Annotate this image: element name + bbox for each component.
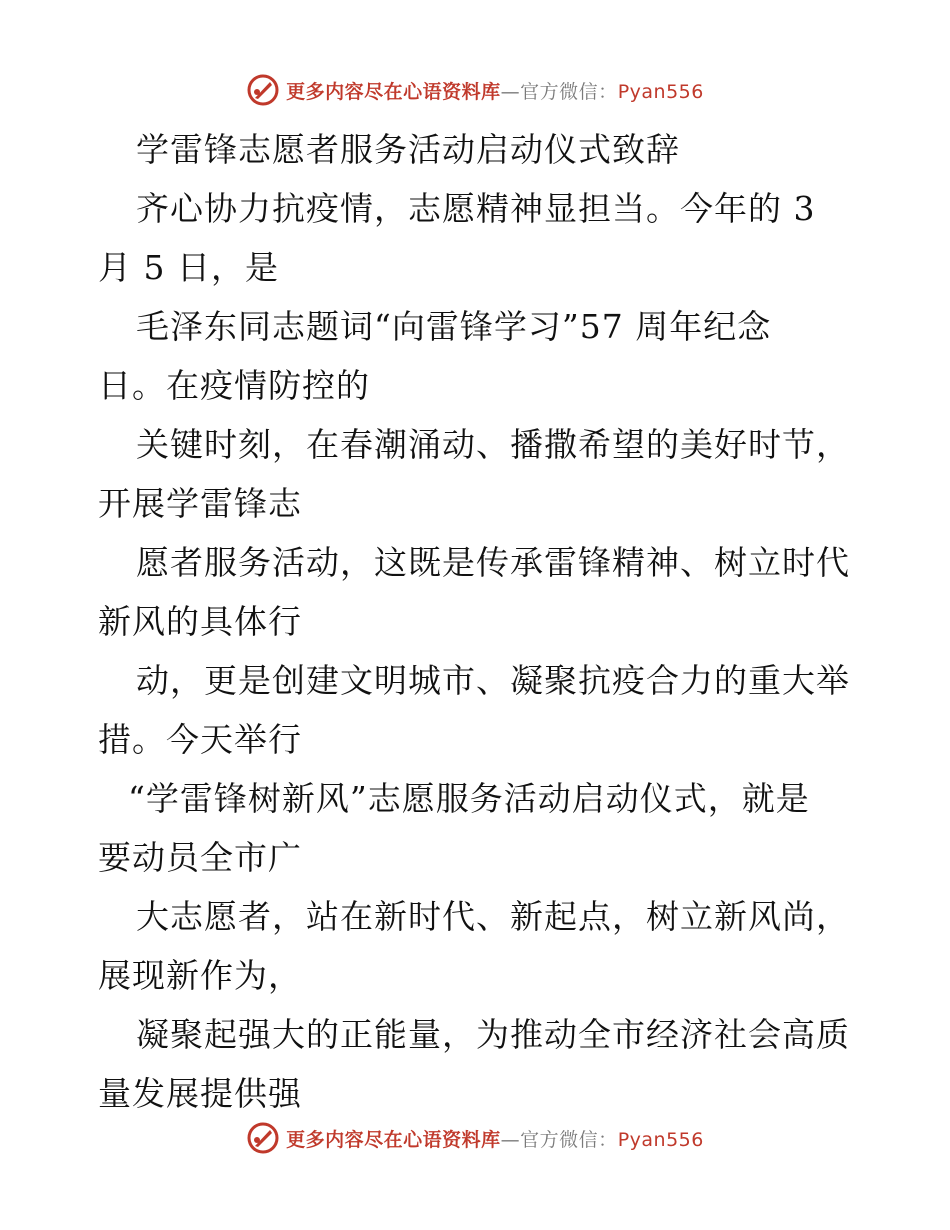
watermark-wechat-id: Pyan556 — [617, 1128, 704, 1151]
text-line: 大志愿者，站在新时代、新起点，树立新风尚， — [136, 897, 850, 936]
watermark-main: 更多内容尽在心语资料库 — [286, 1128, 501, 1151]
header-watermark — [0, 70, 950, 110]
watermark-wechat-label: 官方微信： — [520, 80, 618, 103]
quill-logo-icon — [246, 1121, 280, 1155]
text-line: 关键时刻，在春潮涌动、播撒希望的美好时节， — [136, 425, 850, 464]
document-body — [98, 120, 858, 1123]
text-line: 开展学雷锋志 — [98, 484, 302, 523]
quill-logo-icon — [246, 73, 280, 107]
document-title: 学雷锋志愿者服务活动启动仪式致辞 — [136, 130, 680, 169]
text-line: 措。今天举行 — [98, 720, 302, 759]
watermark-text — [286, 1125, 704, 1152]
watermark-separator: — — [500, 80, 521, 103]
text-line: 齐心协力抗疫情，志愿精神显担当。今年的 3 — [136, 189, 816, 228]
watermark-text — [286, 77, 704, 104]
text-line: 要动员全市广 — [98, 838, 302, 877]
watermark-main: 更多内容尽在心语资料库 — [286, 80, 501, 103]
footer-watermark — [0, 1118, 950, 1158]
text-line: 凝聚起强大的正能量，为推动全市经济社会高质 — [136, 1015, 850, 1054]
text-line: 毛泽东同志题词“向雷锋学习”57 周年纪念 — [136, 307, 772, 346]
watermark-wechat-id: Pyan556 — [617, 80, 704, 103]
text-line: 月 5 日，是 — [98, 248, 279, 287]
text-line: 日。在疫情防控的 — [98, 366, 370, 405]
text-line: 新风的具体行 — [98, 602, 302, 641]
text-line: 展现新作为， — [98, 956, 302, 995]
watermark-wechat-label: 官方微信： — [520, 1128, 618, 1151]
text-line: 愿者服务活动，这既是传承雷锋精神、树立时代 — [136, 543, 850, 582]
text-line: 动，更是创建文明城市、凝聚抗疫合力的重大举 — [136, 661, 850, 700]
text-line: “学雷锋树新风”志愿服务活动启动仪式，就是 — [128, 779, 810, 818]
watermark-separator: — — [500, 1128, 521, 1151]
text-line: 量发展提供强 — [98, 1074, 302, 1113]
